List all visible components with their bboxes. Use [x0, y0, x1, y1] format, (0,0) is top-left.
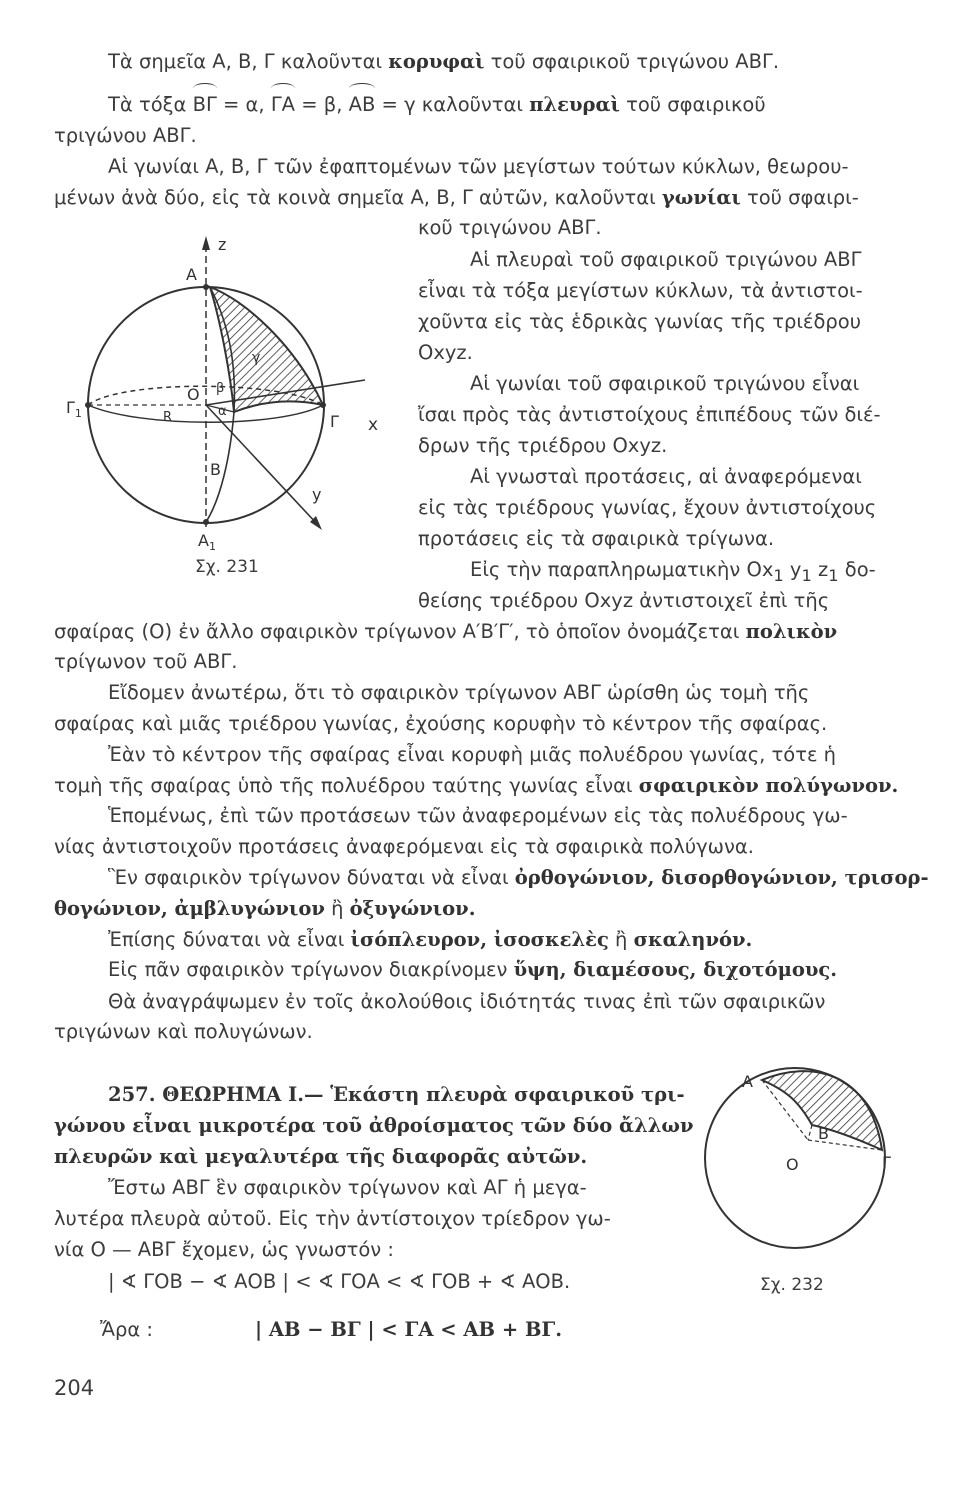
text-line-23: Ἐὰν τὸ κέντρον τῆς σφαίρας εἶναι κορυφὴ μιᾶς πολυέδρου γωνίας, τότε ἡ — [108, 743, 837, 766]
text-line-10: Οxyz. — [418, 341, 473, 364]
label-B-232: Β — [818, 1124, 829, 1143]
point-G — [320, 402, 326, 408]
z-axis-arrow — [202, 236, 210, 250]
text-line-17: Εἰς τὴν παραπληρωματικὴν $Ox_1$ $y_1$ $z_1$ δο- — [470, 558, 876, 585]
label-A1: $A_1$ — [198, 531, 216, 553]
label-x: x — [368, 415, 379, 435]
label-A: Α — [186, 265, 197, 284]
text-line-26: νίας ἀντιστοιχοῦν προτάσεις ἀναφερόμεναι εἰς τὰ σφαιρικὰ πολύγωνα. — [54, 835, 754, 858]
text-line-37: λυτέρα πλευρὰ αὐτοῦ. Εἰς τὴν ἀντίστοιχον τρίεδρον γω- — [54, 1207, 611, 1230]
spherical-triangle-shaded — [210, 287, 323, 412]
page-number: 204 — [54, 1376, 95, 1400]
result-inequality: | ΑΒ − ΒΓ | < ΓΑ < ΑΒ + ΒΓ. — [255, 1318, 563, 1341]
label-O-232: Ο — [786, 1155, 799, 1174]
therefore-label: Ἄρα : — [100, 1318, 153, 1341]
text-line-11: Αἱ γωνίαι τοῦ σφαιρικοῦ τριγώνου εἶναι — [470, 372, 860, 395]
text-line-1: Τὰ σημεῖα Α, Β, Γ καλοῦνται κορυφαὶ τοῦ σφαιρικοῦ τριγώνου ΑΒΓ. — [108, 50, 780, 73]
text-line-15: εἰς τὰς τριέδρους γωνίας, ἔχουν ἀντιστοίχους — [418, 496, 877, 519]
label-R: R — [163, 410, 173, 425]
text-line-27: Ἓν σφαιρικὸν τρίγωνον δύναται νὰ εἶναι ὀρθογώνιον, δισορθογώνιον, τρισορ- — [108, 866, 929, 889]
text-line-38: νία Ο — ΑΒΓ ἔχομεν, ὡς γνωστόν : — [54, 1238, 394, 1261]
figure-231-caption: Σχ. 231 — [195, 557, 259, 577]
text-line-7: Αἱ πλευραὶ τοῦ σφαιρικοῦ τριγώνου ΑΒΓ — [470, 248, 862, 271]
point-A — [203, 284, 209, 290]
text-line-32: τριγώνων καὶ πολυγώνων. — [54, 1020, 313, 1043]
text-line-31: Θὰ ἀναγράψωμεν ἐν τοῖς ἀκολούθοις ἰδιότητάς τινας ἐπὶ τῶν σφαιρικῶν — [108, 990, 826, 1013]
text-line-8: εἶναι τὰ τόξα μεγίστων κύκλων, τὰ ἀντιστοι- — [418, 279, 863, 302]
text-line-30: Εἰς πᾶν σφαιρικὸν τρίγωνον διακρίνομεν ὕψη, διαμέσους, διχοτόμους. — [108, 958, 838, 981]
figure-232 — [700, 1050, 900, 1250]
text-line-29: Ἐπίσης δύναται νὰ εἶναι ἰσόπλευρον, ἰσοσκελὲς ἢ σκαληνόν. — [108, 928, 753, 951]
text-line-5: μένων ἀνὰ δύο, εἰς τὰ κοινὰ σημεῖα Α, Β, Γ αὐτῶν, καλοῦνται γωνίαι τοῦ σφαιρι- — [54, 186, 859, 209]
text-line-19: σφαίρας (Ο) ἐν ἄλλο σφαιρικὸν τρίγωνον Α′Β′Γ′, τὸ ὁποῖον ὀνομάζεται πολικὸν — [54, 620, 838, 643]
text-line-2: Τὰ τόξα ΒΓ = α, ΓΑ = β, ΑΒ = γ καλοῦνται πλευραὶ τοῦ σφαιρικοῦ — [108, 93, 766, 117]
label-G1: $\Gamma_1$ — [66, 398, 82, 420]
text-line-20: τρίγωνον τοῦ ΑΒΓ. — [54, 650, 238, 673]
text-line-16: προτάσεις εἰς τὰ σφαιρικὰ τρίγωνα. — [418, 527, 775, 550]
point-G1 — [85, 402, 91, 408]
text-line-21: Εἴδομεν ἀνωτέρω, ὅτι τὸ σφαιρικὸν τρίγωνον ΑΒΓ ὡρίσθη ὡς τομὴ τῆς — [108, 681, 810, 704]
y-axis — [206, 405, 318, 525]
label-z: z — [218, 235, 227, 254]
theorem-heading-1: 257. ΘΕΩΡΗΜΑ Ι.— Ἑκάστη πλευρὰ σφαιρικοῦ τρι- — [108, 1083, 685, 1106]
text-line-3: τριγώνου ΑΒΓ. — [54, 124, 197, 147]
label-G-232: Γ — [882, 1153, 891, 1172]
text-line-14: Αἱ γνωσταὶ προτάσεις, αἱ ἀναφερόμεναι — [470, 465, 862, 488]
label-y: y — [312, 485, 322, 504]
text-line-9: χοῦντα εἰς τὰς ἑδρικὰς γωνίας τῆς τριέδρου — [418, 310, 861, 333]
inequality-line: | ∢ ΓΟΒ − ∢ ΑΟΒ | < ∢ ΓΟΑ < ∢ ΓΟΒ + ∢ ΑΟΒ. — [108, 1270, 571, 1293]
text-line-24: τομὴ τῆς σφαίρας ὑπὸ τῆς πολυέδρου ταύτης γωνίας εἶναι σφαιρικὸν πολύγωνον. — [54, 774, 899, 797]
text-line-13: δρων τῆς τριέδρου Οxyz. — [418, 434, 668, 457]
label-O: O — [187, 385, 200, 404]
text-line-12: ἴσαι πρὸς τὰς ἀντιστοίχους ἐπιπέδους τῶν διέ- — [418, 403, 881, 426]
text-line-18: θείσης τριέδρου Οxyz ἀντιστοιχεῖ ἐπὶ τῆς — [418, 589, 830, 612]
text-line-28: θογώνιον, ἀμβλυγώνιον ἢ ὀξυγώνιον. — [54, 897, 476, 920]
figure-232-caption: Σχ. 232 — [760, 1275, 824, 1295]
theorem-heading-3: πλευρῶν καὶ μεγαλυτέρα τῆς διαφορᾶς αὐτῶν. — [54, 1145, 588, 1168]
label-G: Γ — [330, 412, 339, 431]
text-line-4: Αἱ γωνίαι Α, Β, Γ τῶν ἐφαπτομένων τῶν μεγίστων τούτων κύκλων, θεωρου- — [108, 155, 849, 178]
label-gamma: γ — [252, 350, 261, 366]
point-A1 — [203, 519, 209, 525]
theorem-heading-2: γώνου εἶναι μικροτέρα τοῦ ἀθροίσματος τῶν δύο ἄλλων — [54, 1114, 694, 1137]
label-alpha: α — [218, 404, 227, 419]
label-B: Β — [210, 460, 221, 479]
label-beta: β — [216, 381, 225, 396]
text-line-25: Ἑπομένως, ἐπὶ τῶν προτάσεων τῶν ἀναφερομένων εἰς τὰς πολυέδρους γω- — [108, 804, 848, 827]
figure-231 — [60, 225, 390, 605]
text-line-6: κοῦ τριγώνου ΑΒΓ. — [418, 216, 602, 239]
text-line-36: Ἔστω ΑΒΓ ἓν σφαιρικὸν τρίγωνον καὶ ΑΓ ἡ μεγα- — [108, 1176, 587, 1199]
text-line-22: σφαίρας καὶ μιᾶς τριέδρου γωνίας, ἐχούσης κορυφὴν τὸ κέντρον τῆς σφαίρας. — [54, 712, 828, 735]
label-A-232: Α — [742, 1072, 753, 1091]
radius-OB — [808, 1125, 812, 1140]
